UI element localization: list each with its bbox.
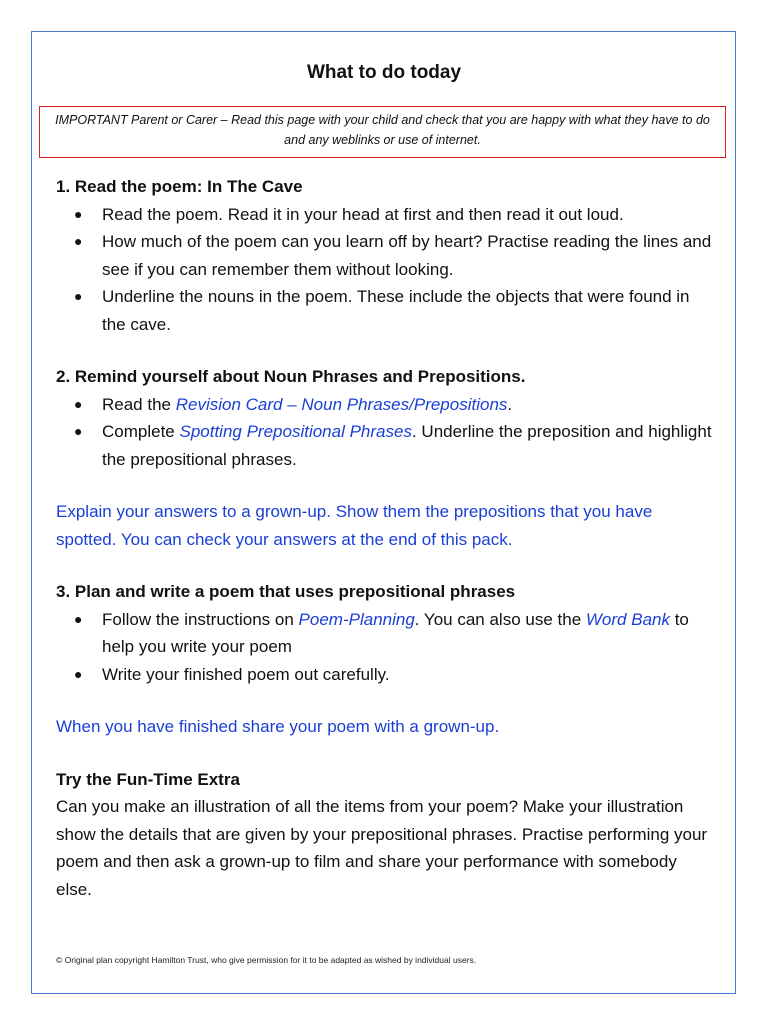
extra-heading: Try the Fun-Time Extra [56,769,240,789]
list-item: ● Complete Spotting Prepositional Phrases. Underline the preposition and highlight the prepositional phrases. [56,418,716,473]
section-2-list [56,391,716,474]
section-3-note: When you have finished share your poem with a grown-up. [56,717,500,736]
section-2-heading: 2. Remind yourself about Noun Phrases and Prepositions. [56,367,526,386]
bullet-icon: ● [74,610,83,627]
main-content [56,173,716,903]
list-item: ● Follow the instructions on Poem-Planning. You can also use the Word Bank to help you write your poem [56,606,716,661]
word-bank-link[interactable]: Word Bank [585,609,670,629]
section-1-heading: 1. Read the poem: In The Cave [56,177,303,196]
list-item: ● How much of the poem can you learn off by heart? Practise reading the lines and see if you can remember them without looking. [56,228,716,283]
section-1-list [56,201,716,339]
poem-planning-link[interactable]: Poem-Planning [298,609,415,629]
spotting-prepositional-phrases-link[interactable]: Spotting Prepositional Phrases [179,422,412,441]
extra-text: Can you make an illustration of all the items from your poem? Make your illustration show the details that are given by your prepositional phrases. Practise performing your poem and then ask a grown-up to film and share your performance with somebody else. [56,797,708,899]
bullet-icon: ● [74,423,83,439]
bullet-icon: ● [74,288,83,304]
list-item: ● Read the poem. Read it in your head at first and then read it out loud. [56,201,716,229]
parent-notice-box: IMPORTANT Parent or Carer – Read this page with your child and check that you are happy with what they have to do and any weblinks or use of internet. [39,106,726,158]
section-3-heading: 3. Plan and write a poem that uses prepositional phrases [56,582,516,601]
bullet-icon: ● [74,205,83,222]
copyright-footer: © Original plan copyright Hamilton Trust, who give permission for it to be adapted as wished by individual users. [56,955,477,965]
bullet-icon: ● [74,233,83,249]
list-item: ● Write your finished poem out carefully. [56,661,716,689]
page-title: What to do today [306,62,462,83]
list-item: ● Underline the nouns in the poem. These include the objects that were found in the cave. [56,283,716,338]
bullet-icon: ● [74,665,83,682]
section-2-note: Explain your answers to a grown-up. Show them the prepositions that you have spotted. You can check your answers at the end of this pack. [56,502,653,549]
section-3-list [56,606,716,689]
revision-card-link[interactable]: Revision Card – Noun Phrases/Prepositions [175,394,508,414]
bullet-icon: ● [74,395,83,412]
list-item: ● Read the Revision Card – Noun Phrases/Prepositions. [56,391,716,419]
